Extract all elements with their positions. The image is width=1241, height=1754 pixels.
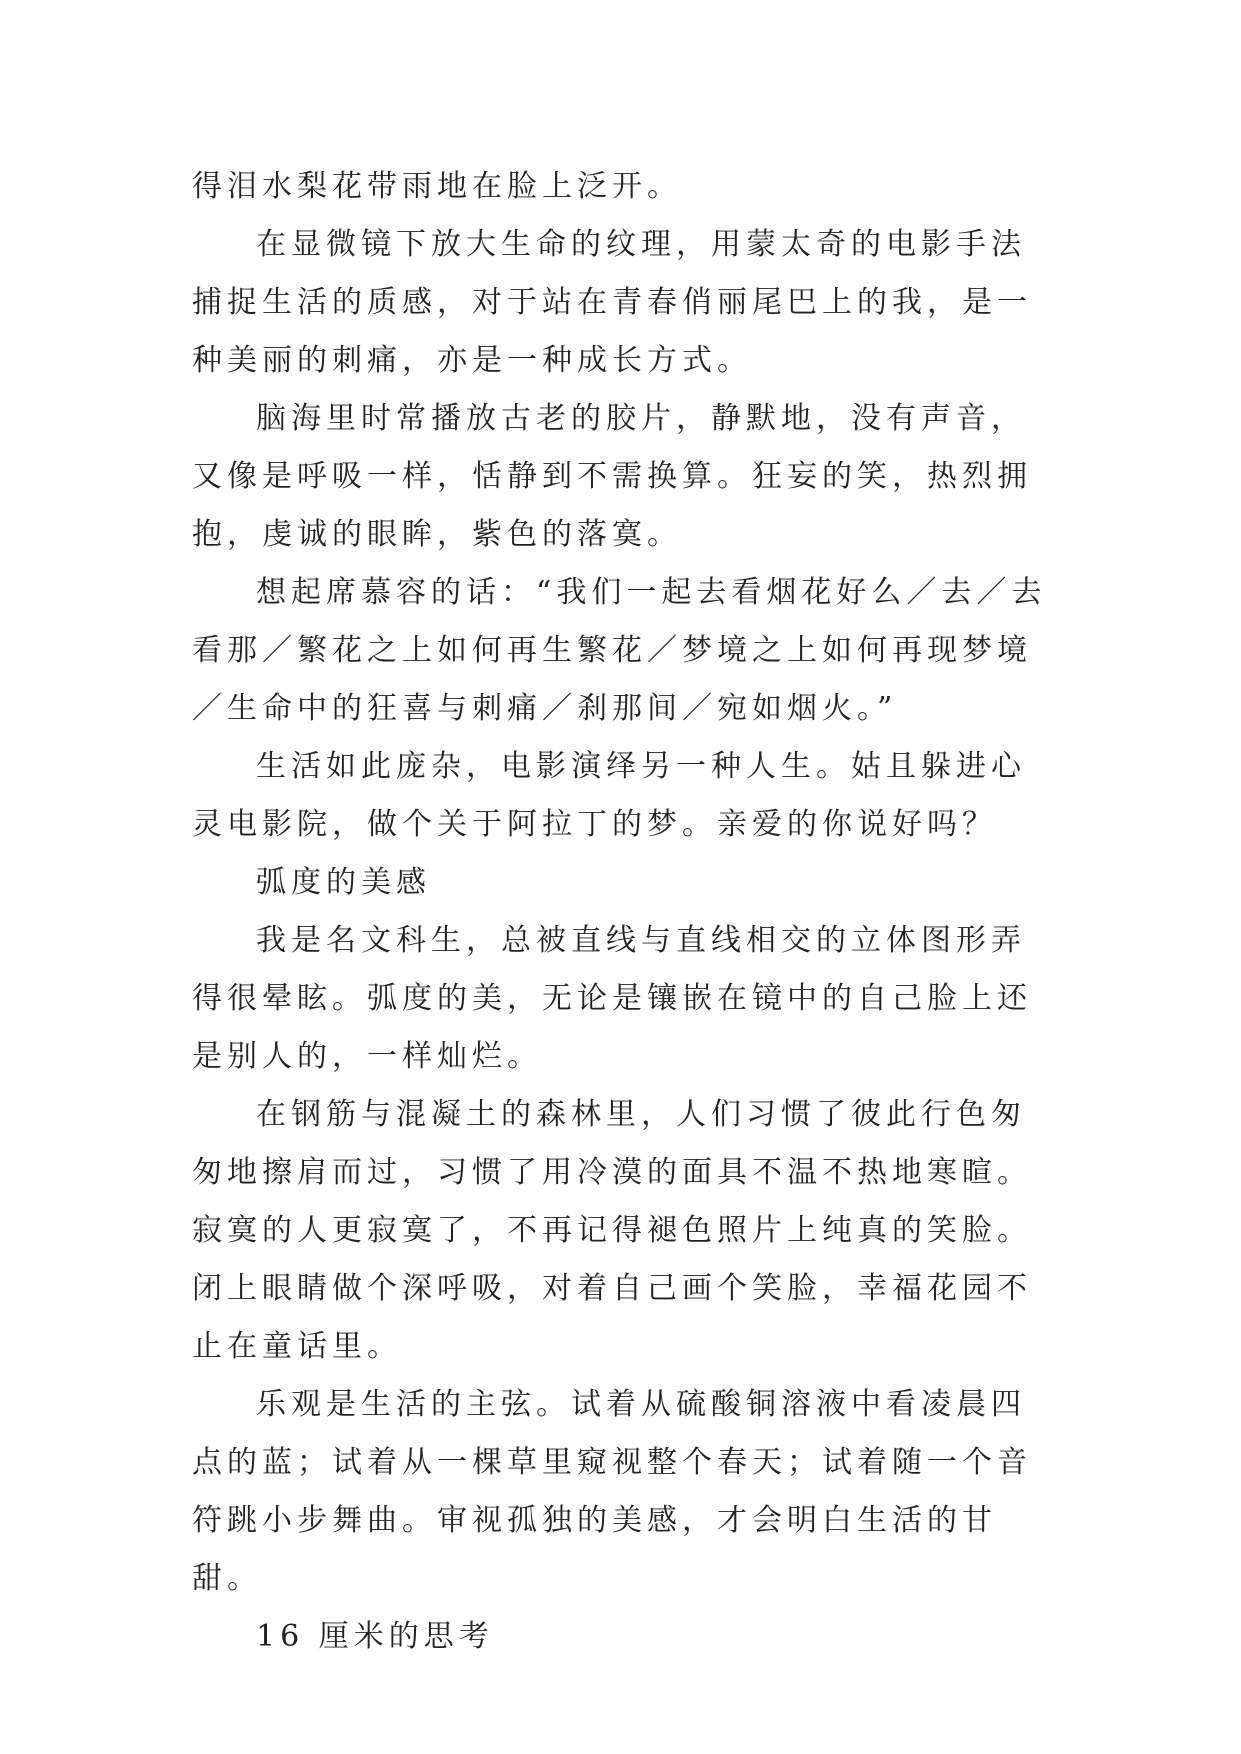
paragraph-cinema-dream: 生活如此庞杂，电影演绎另一种人生。姑且躲进心灵电影院，做个关于阿拉丁的梦。亲爱的你说好吗？ — [192, 749, 1026, 842]
paragraph-arts-student: 我是名文科生，总被直线与直线相交的立体图形弄得很晕眩。弧度的美，无论是镶嵌在镜中的自己脸上还是别人的，一样灿烂。 — [192, 923, 1032, 1074]
paragraph-concrete-forest: 在钢筋与混凝土的森林里，人们习惯了彼此行色匆匆地擦肩而过，习惯了用冷漠的面具不温不热地寒暄。寂寞的人更寂寞了，不再记得褪色照片上纯真的笑脸。闭上眼睛做个深呼吸，对着自己画个笑脸，幸福花园不止在童话里。 — [192, 1097, 1032, 1364]
paragraph-film-memory: 脑海里时常播放古老的胶片，静默地，没有声音，又像是呼吸一样，恬静到不需换算。狂妄的笑，热烈拥抱，虔诚的眼眸，紫色的落寞。 — [192, 401, 1032, 552]
document-page — [192, 158, 1049, 1666]
section-heading-16cm: 16 厘米的思考 — [256, 1619, 494, 1654]
paragraph-microscope: 在显微镜下放大生命的纹理，用蒙太奇的电影手法捕捉生活的质感，对于站在青春俏丽尾巴上的我，是一种美丽的刺痛，亦是一种成长方式。 — [192, 227, 1032, 378]
paragraph-quote-xi-murong: 想起席慕容的话：“我们一起去看烟花好么／去／去看那／繁花之上如何再生繁花／梦境之上如何再现梦境／生命中的狂喜与刺痛／刹那间／宛如烟火。” — [192, 575, 1047, 726]
section-heading-arc-beauty: 弧度的美感 — [256, 865, 431, 900]
paragraph-continuation: 得泪水梨花带雨地在脸上泛开。 — [192, 169, 682, 204]
paragraph-optimism: 乐观是生活的主弦。试着从硫酸铜溶液中看凌晨四点的蓝；试着从一棵草里窥视整个春天；试着随一个音符跳小步舞曲。审视孤独的美感，才会明白生活的甘甜。 — [192, 1387, 1032, 1596]
